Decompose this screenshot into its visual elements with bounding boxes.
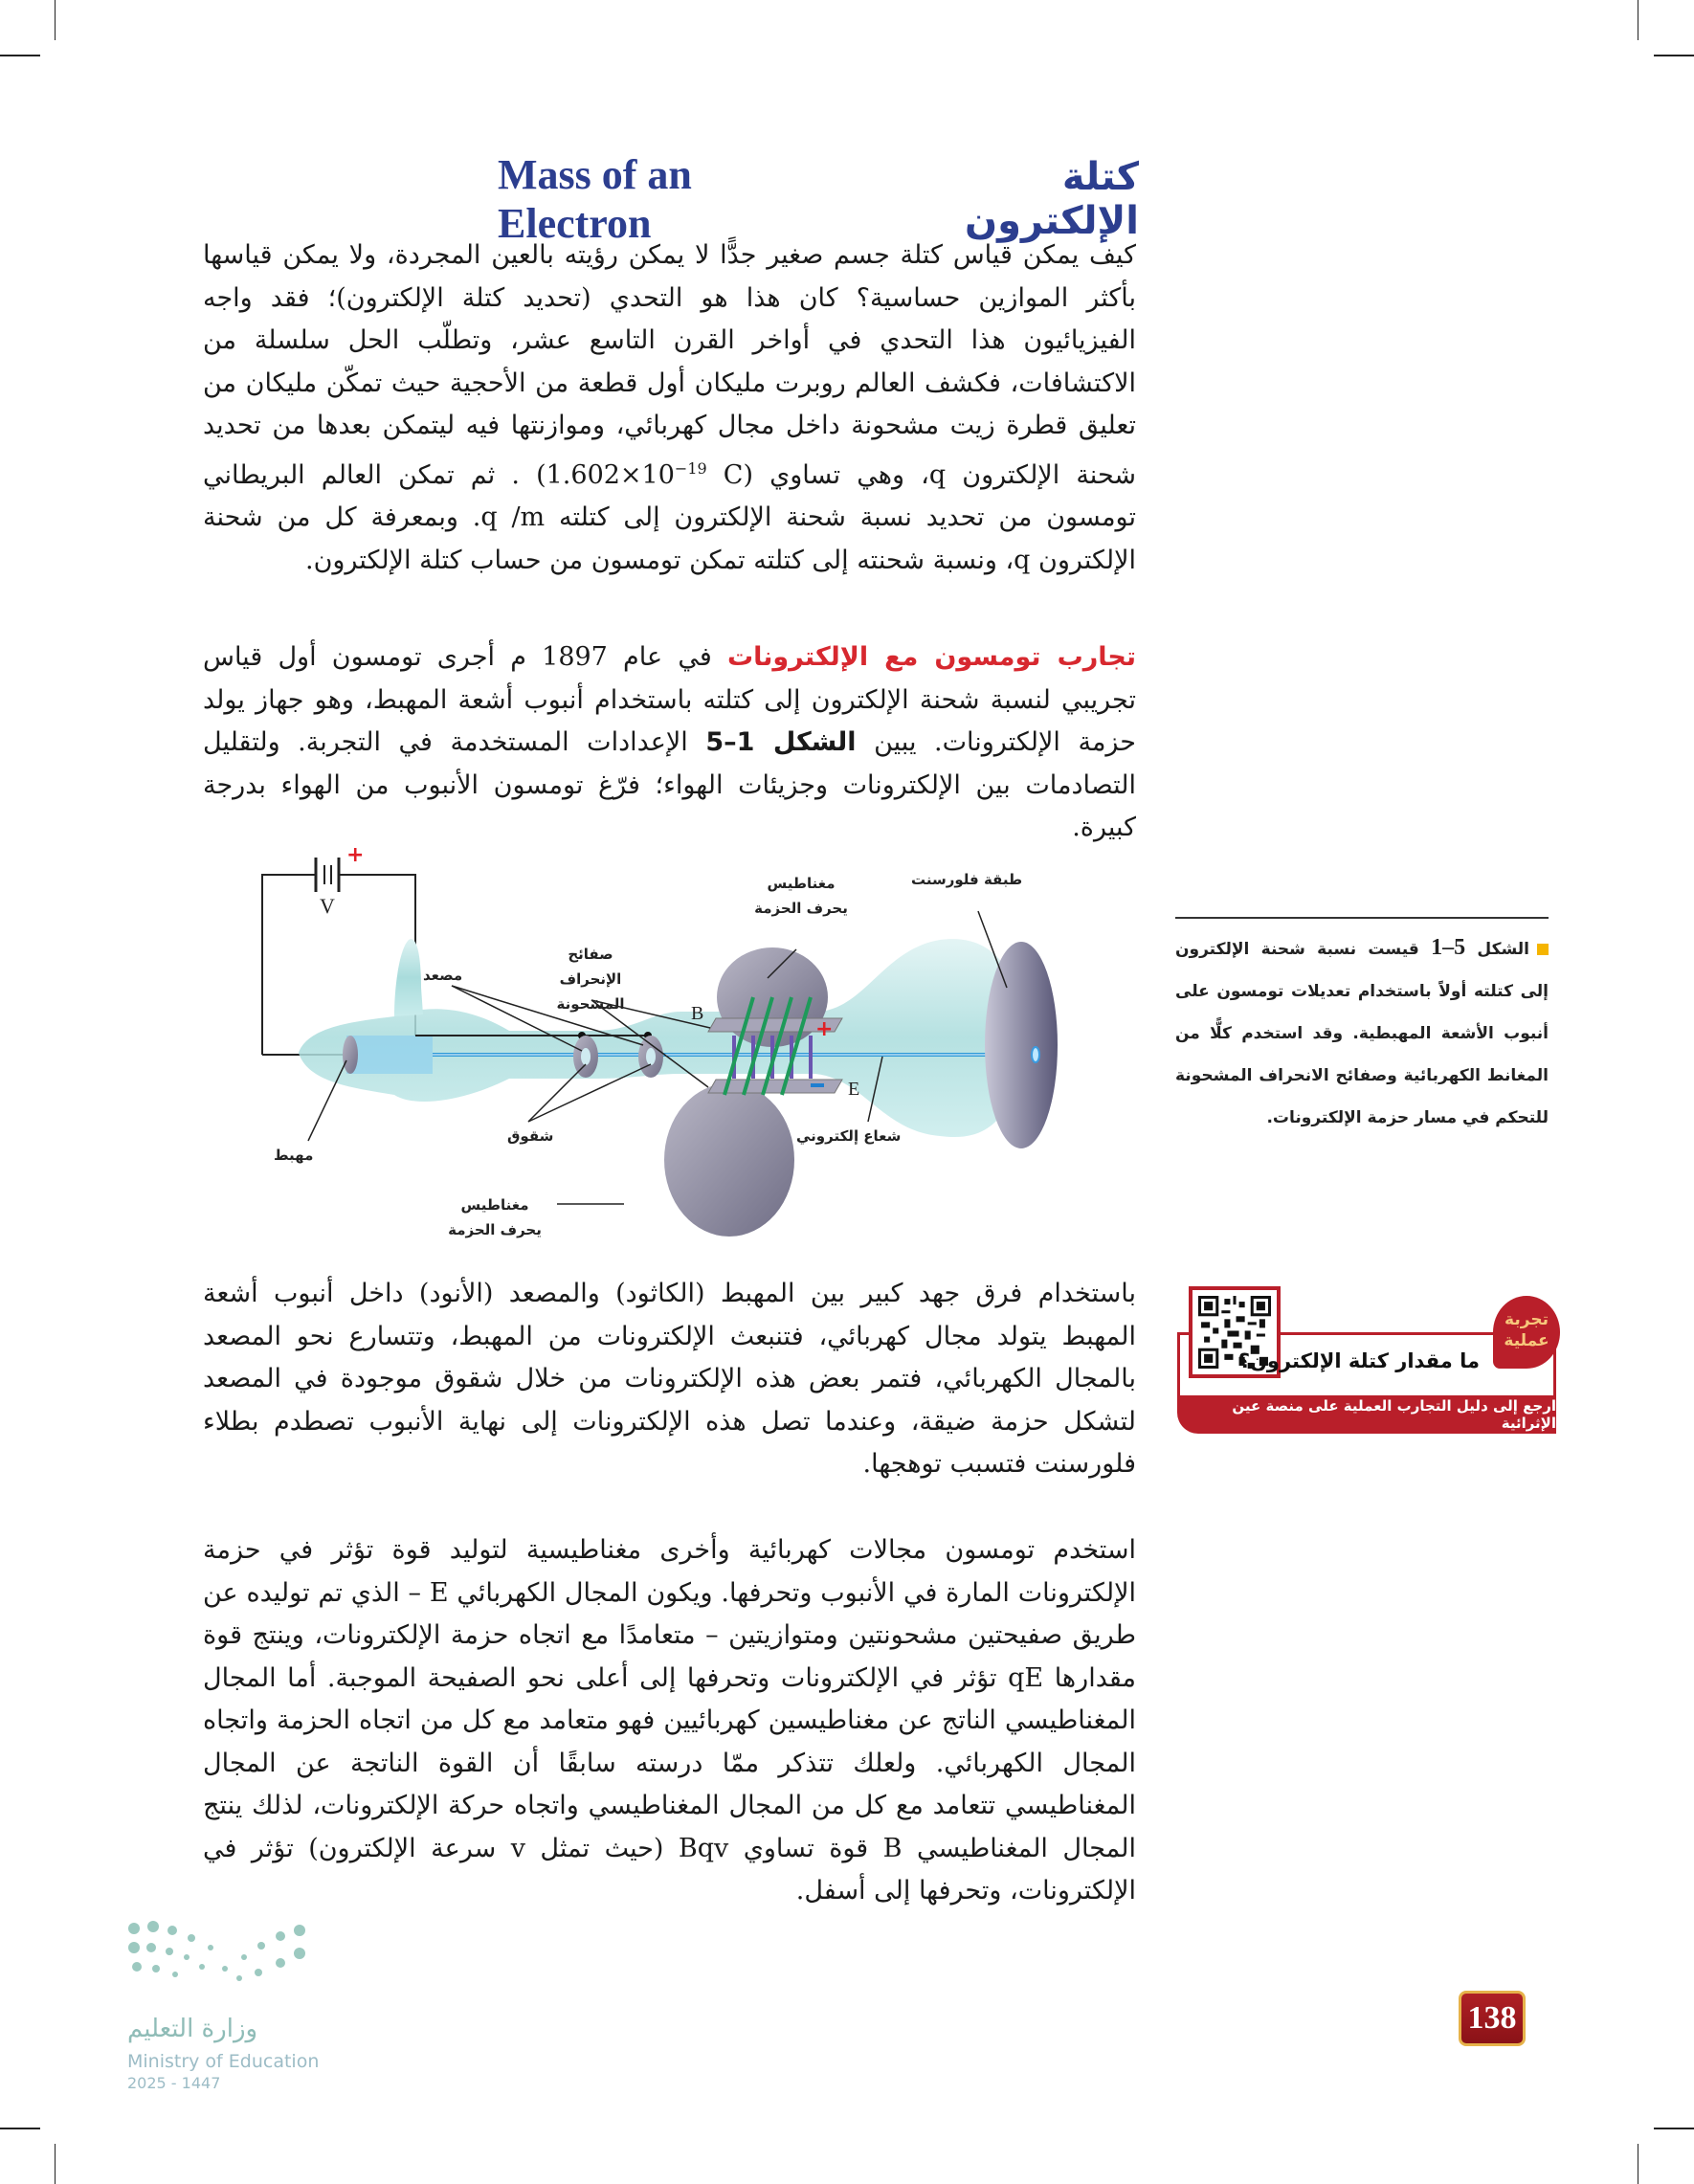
- voltage-label: V: [320, 894, 335, 918]
- practical-lab-badge: تجربة عملية: [1493, 1296, 1560, 1369]
- ministry-name-ar: وزارة التعليم: [127, 2015, 258, 2043]
- tube-stem: [394, 939, 423, 1016]
- paragraph-cathode-tube: باستخدام فرق جهد كبير بين المهبط (الكاثود) والمصعد (الأنود) داخل أنبوب أشعة المهبط يتولد مجال كهربائي، فتنبعث الإلكترونات من المهبط، وتتسارع نحو المصعد بالمجال الكهربائي، فتمر بعض هذه الإلكترونات من خلال شقوق موجودة في المصعد لتشكل حزمة ضيقة، وعندما تصل هذه الإلكترونات إلى نهاية الأنبوب تصطدم بطلاء فلورسنت فتسبب توهجها.: [203, 1279, 1136, 1479]
- crop-mark: [0, 2128, 40, 2129]
- section-title-en: Mass of an Electron: [498, 151, 692, 247]
- label-cathode: مهبط: [274, 1147, 314, 1164]
- thomson-experiments-heading: تجارب تومسون مع الإلكترونات: [726, 642, 1137, 672]
- crop-mark: [55, 2144, 56, 2184]
- lab-question[interactable]: ما مقدار كتلة الإلكترون؟: [1237, 1349, 1480, 1372]
- label-electron-beam: شعاع إلكتروني: [796, 1127, 902, 1145]
- paragraph-fields: استخدم تومسون مجالات كهربائية وأخرى مغناطيسية لتوليد قوة تؤثر في حزمة الإلكترونات المارة في الأنبوب وتحرفها. ويكون المجال الكهربائي E – الذي تم توليده عن طريق صفيحتين مشحونتين ومتوازيتين – متعامدًا مع اتجاه حزمة الإلكترونات، وينتج قوة مقدارها qE تؤثر في الإلكترونات وتحرفها إلى أعلى نحو الصفيحة الموجبة. أما المجال المغناطيسي الناتج عن مغناطيسين كهربائيين فهو متعامد مع كل من اتجاه الحزمة واتجاه المجال الكهربائي. ولعلك تتذكر ممّا درسته سابقًا أن القوة الناتجة عن المجال المغناطيسي تتعامد مع كل من المجال المغناطيسي واتجاه حركة الإلكترونات، لذلك ينتج المجال المغناطيسي B قوة تساوي Bqv (حيث تمثل v سرعة الإلكترون) تؤثر في الإلكترونات، وتحرفها إلى أسفل.: [203, 1535, 1137, 1905]
- fluorescent-screen: [985, 942, 1058, 1148]
- caption-number: 1–5: [1431, 935, 1466, 960]
- cathode: [343, 1036, 358, 1074]
- charge-mantissa: (1.602×10: [536, 459, 675, 490]
- bottom-magnet: [664, 1083, 794, 1237]
- electron-cloud: [346, 1036, 433, 1074]
- paragraph-intro-text: كيف يمكن قياس كتلة جسم صغير جدًّا لا يمكن رؤيته بالعين المجردة، ولا يمكن قياسها بأكثر الموازين حساسية؟ كان هذا هو التحدي (تحديد كتلة الإلكترون)؛ فقد واجه الفيزيائيون هذا التحدي في أواخر القرن التاسع عشر، وتطلّب الحل سلسلة من الاكتشافات، فكشف العالم روبرت مليكان أول قطعة من الأحجية حيث تمكّن مليكان من تعليق قطرة زيت مشحونة داخل مجال كهربائي، وموازنتها فيه ليتمكن بعدها من تحديد شحنة الإلكترون q، وهي تساوي: [203, 240, 1136, 490]
- magnetic-field-label: B: [691, 1003, 704, 1024]
- label-slits: شقوق: [507, 1127, 554, 1145]
- plate-plus-sign: +: [815, 1017, 834, 1041]
- label-fluorescent-layer: طبقة فلورسنت: [911, 871, 1023, 888]
- cathode-ray-tube-diagram: [251, 844, 1074, 1237]
- caption-square-icon: [1537, 944, 1549, 955]
- crop-mark: [1654, 2128, 1694, 2129]
- ministry-logo: [91, 1919, 320, 2092]
- plate-minus-sign: [811, 1083, 824, 1087]
- edition-year: 2025 - 1447: [127, 2074, 221, 2092]
- paragraph-intro-end: . ثم تمكن العالم البريطاني تومسون من تحديد نسبة شحنة الإلكترون إلى كتلته q /m. وبمعرفة كل من شحنة الإلكترون q، ونسبة شحنته إلى كتلته تمكن تومسون من حساب كتلة الإلكترون.: [203, 459, 1136, 575]
- ministry-dots-icon: [91, 1919, 311, 2005]
- crop-mark: [0, 55, 40, 56]
- crop-mark: [1654, 55, 1694, 56]
- paragraph-intro: [203, 234, 1136, 582]
- impact-spot: [1032, 1047, 1039, 1062]
- practical-lab-box[interactable]: [1177, 1286, 1556, 1459]
- paragraph-thomson-text-b: الإعدادات المستخدمة في التجربة. ولتقليل التصادمات بين الإلكترونات وجزيئات الهواء؛ فرّغ تومسون الأنبوب من الهواء بدرجة كبيرة.: [203, 727, 1136, 842]
- label-deflection-plates: صفائح الإنحراف المشحونة: [556, 946, 625, 1013]
- paragraph-thomson-text-a: في عام 1897 م أجرى تومسون أول قياس تجريبي لنسبة شحنة الإلكترون إلى كتلته باستخدام أنبوب أشعة المهبط، وهو جهاز يولد حزمة الإلكترونات. يبين: [203, 642, 1136, 757]
- ministry-name-en: Ministry of Education: [127, 2051, 320, 2072]
- figure-reference[interactable]: الشكل 1–5: [705, 727, 857, 757]
- figure-caption: [1175, 917, 1549, 1139]
- cathode-ray-tube-figure: [251, 844, 1074, 1237]
- section-title: [498, 151, 1139, 247]
- charge-unit: C): [706, 459, 753, 490]
- caption-text-block: [1175, 926, 1549, 1139]
- battery-plus-sign: +: [346, 844, 365, 867]
- caption-label: الشكل: [1477, 940, 1529, 959]
- crop-mark: [55, 0, 56, 40]
- lab-guide-banner[interactable]: ارجع إلى دليل التجارب العملية على منصة عين الإثرائية: [1177, 1395, 1556, 1434]
- label-magnet-top: مغناطيس يحرف الحزمة: [754, 875, 848, 917]
- section-title-ar: كتلة الإلكترون: [965, 155, 1139, 243]
- caption-divider: [1175, 917, 1549, 919]
- page-number-badge: 138: [1459, 1991, 1526, 2046]
- caption-text: قيست نسبة شحنة الإلكترون إلى كتلته أولاً باستخدام تعديلات تومسون على أنبوب الأشعة المهبطية. وقد استخدم كلًّا من المغانط الكهربائية وصفائح الانحراف المشحونة للتحكم في مسار حزمة الإلكترونات.: [1175, 940, 1549, 1127]
- label-magnet-bottom: مغناطيس يحرف الحزمة: [448, 1196, 542, 1238]
- paragraph-thomson: [203, 636, 1136, 850]
- charge-exponent: −19: [674, 458, 707, 478]
- electric-field-label: E: [848, 1079, 860, 1100]
- electron-charge-value: [536, 460, 753, 490]
- label-anode: مصعد: [423, 967, 463, 984]
